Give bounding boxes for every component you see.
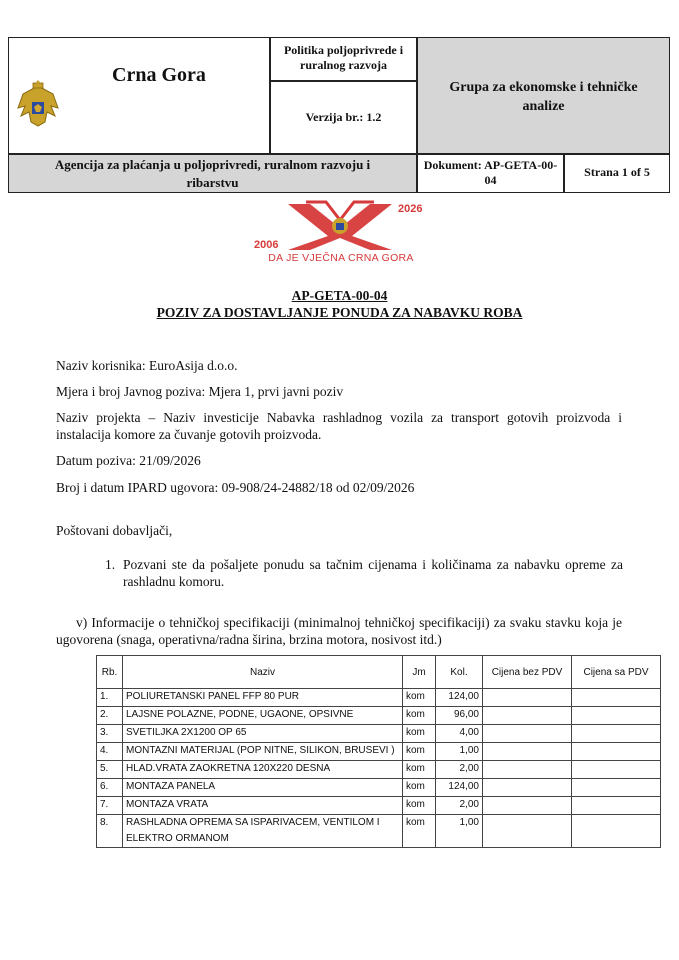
logo-year-end: 2026 [398,203,423,215]
cell-jm: kom [403,725,436,743]
cell-rb: 8. [97,815,123,848]
header-jm: Jm [403,656,436,689]
table-row [97,689,661,707]
cell-naziv: SVETILJKA 2X1200 OP 65 [123,725,403,743]
page-number-text: Strana 1 of 5 [584,165,650,179]
group-cell [417,37,670,154]
cell-naziv: MONTAZA PANELA [123,779,403,797]
table-header-row [97,656,661,689]
logo-year-start: 2006 [254,239,279,251]
cell-naziv: HLAD.VRATA ZAOKRETNA 120X220 DESNA [123,761,403,779]
logo-slogan: DA JE VJEČNA CRNA GORA [268,252,414,264]
point-v-text: v) Informacije o tehničkoj specifikaciji (minimalnoj tehničkoj specifikaciji) za svaku stavku koja je ugovorena (snaga, operativna/radna širina, brzina motora, nosivost itd.) [56,615,622,647]
cell-naziv: POLIURETANSKI PANEL FFP 80 PUR [123,689,403,707]
cell-jm: kom [403,707,436,725]
date-line: Datum poziva: 21/09/2026 [56,453,201,468]
version-cell [270,81,417,154]
measure-line: Mjera i broj Javnog poziva: Mjera 1, prvi javni poziv [56,384,344,399]
cell-kol: 2,00 [436,761,483,779]
cell-price-no-vat [483,815,572,848]
cell-jm: kom [403,761,436,779]
cell-price-vat [572,779,661,797]
table-row [97,743,661,761]
cell-kol: 1,00 [436,815,483,848]
cell-price-vat [572,815,661,848]
cell-price-vat [572,725,661,743]
policy-cell [270,37,417,81]
header-price-no-vat: Cijena bez PDV [483,656,572,689]
version-text: Verzija br.: 1.2 [305,110,382,124]
cell-price-no-vat [483,779,572,797]
header-rb: Rb. [97,656,123,689]
jubilee-logo [248,198,432,268]
table-row [97,707,661,725]
group-text: Grupa za ekonomske i tehničke analize [449,80,638,114]
cell-jm: kom [403,779,436,797]
page-cell [564,154,670,193]
document-id-text: Dokument: AP-GETA-00-04 [423,158,558,187]
cell-rb: 3. [97,725,123,743]
cell-price-no-vat [483,761,572,779]
cell-kol: 1,00 [436,743,483,761]
cell-kol: 2,00 [436,797,483,815]
cell-naziv: LAJSNE POLAZNE, PODNE, UGAONE, OPSIVNE [123,707,403,725]
document-header [8,37,670,193]
cell-jm: kom [403,743,436,761]
cell-jm: kom [403,797,436,815]
cell-price-vat [572,797,661,815]
document-code-title: AP-GETA-00-04 [291,288,388,303]
cell-kol: 124,00 [436,689,483,707]
cell-jm: kom [403,815,436,848]
cell-price-vat [572,707,661,725]
header-kol: Kol. [436,656,483,689]
cell-jm: kom [403,689,436,707]
cell-kol: 96,00 [436,707,483,725]
cell-price-vat [572,761,661,779]
beneficiary-line: Naziv korisnika: EuroAsija d.o.o. [56,358,238,373]
cell-price-no-vat [483,797,572,815]
cell-naziv: RASHLADNA OPREMA SA ISPARIVACEM, VENTILOM I ELEKTRO ORMANOM [123,815,403,848]
country-cell [8,37,270,154]
cell-naziv: MONTAZNI MATERIJAL (POP NITNE, SILIKON, BRUSEVI ) [123,743,403,761]
items-table [96,655,661,848]
point-1-number: 1. [105,557,116,572]
agency-text: Agencija za plaćanja u poljoprivredi, ruralnom razvoju i ribarstvu [54,157,371,190]
cell-price-no-vat [483,707,572,725]
cell-rb: 1. [97,689,123,707]
cell-price-vat [572,689,661,707]
coat-of-arms-icon [15,80,61,132]
table-row [97,779,661,797]
xx-logo-icon [248,198,432,254]
contract-line: Broj i datum IPARD ugovora: 09-908/24-24882/18 od 02/09/2026 [56,480,415,495]
cell-rb: 2. [97,707,123,725]
header-naziv: Naziv [123,656,403,689]
cell-kol: 4,00 [436,725,483,743]
header-price-vat: Cijena sa PDV [572,656,661,689]
cell-kol: 124,00 [436,779,483,797]
table-row [97,797,661,815]
cell-rb: 6. [97,779,123,797]
policy-text: Politika poljoprivrede i ruralnog razvoja [283,43,404,72]
country-name: Crna Gora [112,64,206,86]
cell-rb: 4. [97,743,123,761]
table-row [97,761,661,779]
cell-rb: 5. [97,761,123,779]
cell-naziv: MONTAZA VRATA [123,797,403,815]
cell-price-no-vat [483,725,572,743]
greeting: Poštovani dobavljači, [56,523,173,538]
cell-price-no-vat [483,689,572,707]
cell-price-vat [572,743,661,761]
project-line: Naziv projekta – Naziv investicije Nabavka rashladnog vozila za transport gotovih proizvoda i instalacija komore za čuvanje gotovih proizvoda. [56,410,622,442]
document-cell [417,154,564,193]
cell-price-no-vat [483,743,572,761]
point-1-text: Pozvani ste da pošaljete ponudu sa tačnim cijenama i količinama za nabavku opreme za rashladnu komoru. [123,557,623,589]
agency-cell [8,154,417,193]
document-title: POZIV ZA DOSTAVLJANJE PONUDA ZA NABAVKU ROBA [156,305,523,320]
table-row [97,725,661,743]
table-row [97,815,661,848]
cell-rb: 7. [97,797,123,815]
